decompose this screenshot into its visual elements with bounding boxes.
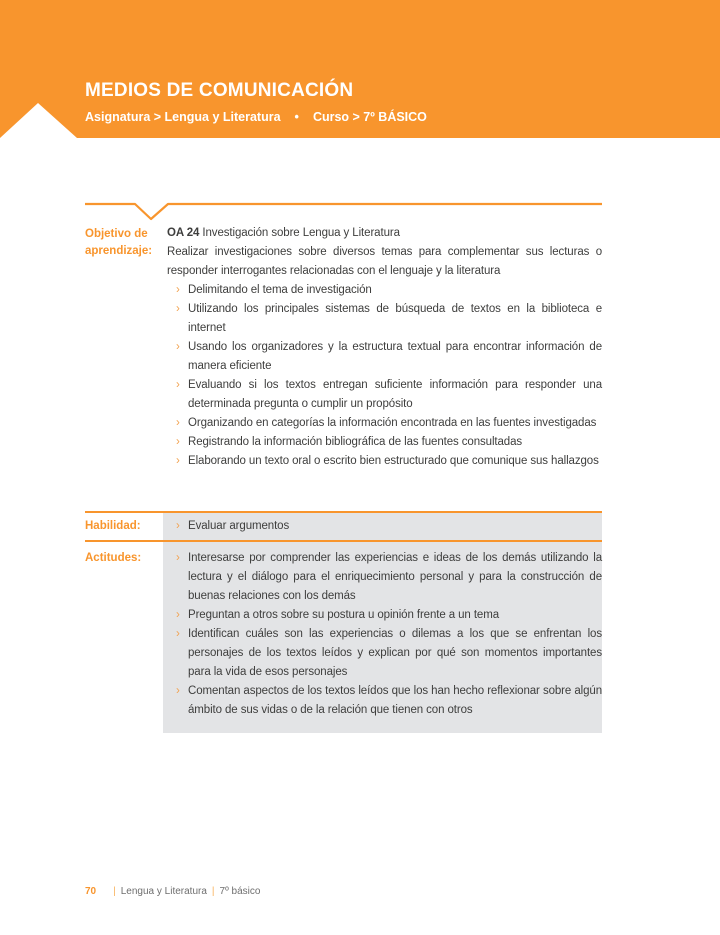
bullet-text: Elaborando un texto oral o escrito bien estructurado que comunique sus hallazgos — [188, 455, 599, 467]
bullet-text: Usando los organizadores y la estructura textual para encontrar información de manera eficiente — [188, 341, 602, 372]
bullet-item — [167, 452, 602, 471]
bullet-marker-icon: › — [176, 552, 180, 564]
bullet-marker-icon: › — [176, 685, 180, 697]
actitudes-content — [167, 549, 602, 720]
bullet-text: Interesarse por comprender las experiencias e ideas de los demás utilizando la lectura y el diálogo para el enriquecimiento personal y para la construcción de buenas relaciones con los demás — [188, 552, 602, 602]
bullet-marker-icon: › — [176, 520, 180, 532]
bullet-text: Utilizando los principales sistemas de búsqueda de textos en la biblioteca e internet — [188, 303, 602, 334]
bullet-text: Delimitando el tema de investigación — [188, 284, 372, 296]
bullet-item — [167, 606, 602, 625]
bullet-item — [167, 300, 602, 338]
bullet-text: Evaluar argumentos — [188, 520, 290, 532]
bullet-marker-icon: › — [176, 303, 180, 315]
bullet-item — [167, 625, 602, 682]
bullet-text: Identifican cuáles son las experiencias o dilemas a los que se enfrentan los personajes de los textos leídos y explican por qué son momentos importantes para la vida de esos personajes — [188, 628, 602, 678]
bullet-item — [167, 433, 602, 452]
bullet-marker-icon: › — [176, 341, 180, 353]
page-number: 70 — [85, 886, 97, 897]
actitudes-label: Actitudes: — [85, 552, 142, 564]
bullet-item — [167, 517, 602, 536]
actitudes-bullet-list — [167, 549, 602, 720]
page-footer — [85, 886, 260, 897]
habilidad-bullet-list — [167, 517, 602, 536]
oa-description: Realizar investigaciones sobre diversos temas para complementar sus lecturas o responder interrogantes relacionadas con el lenguaje y la literatura — [167, 246, 602, 277]
bullet-text: Evaluando si los textos entregan suficiente información para responder una determinada pregunta o cumplir un propósito — [188, 379, 602, 410]
bullet-item — [167, 338, 602, 376]
footer-grade: 7º básico — [219, 886, 261, 897]
footer-pipe: | — [211, 886, 215, 897]
bullet-marker-icon: › — [176, 417, 180, 429]
subtitle-dot-separator: • — [294, 110, 299, 124]
objetivo-label-line1: Objetivo de — [85, 228, 148, 240]
habilidad-label: Habilidad: — [85, 520, 141, 532]
bullet-text: Preguntan a otros sobre su postura u opinión frente a un tema — [188, 609, 499, 621]
bullet-marker-icon: › — [176, 455, 180, 467]
page-title: MEDIOS DE COMUNICACIÓN — [85, 80, 354, 101]
bullet-item — [167, 281, 602, 300]
bullet-text: Organizando en categorías la información encontrada en las fuentes investigadas — [188, 417, 597, 429]
subtitle-curso: Curso > 7º BÁSICO — [312, 110, 427, 124]
band-notch-triangle-icon — [0, 103, 77, 138]
bullet-item — [167, 549, 602, 606]
notched-divider-icon — [85, 196, 602, 222]
bullet-item — [167, 682, 602, 720]
objetivo-label — [85, 226, 165, 260]
page-subtitle — [85, 110, 427, 124]
bullet-marker-icon: › — [176, 379, 180, 391]
bullet-marker-icon: › — [176, 628, 180, 640]
subtitle-asignatura: Asignatura > Lengua y Literatura — [85, 110, 281, 124]
bullet-text: Comentan aspectos de los textos leídos que los han hecho reflexionar sobre algún ámbito de sus vidas o de la relación que tienen con otros — [188, 685, 602, 716]
header-band — [0, 0, 720, 138]
oa-title: Investigación sobre Lengua y Literatura — [199, 227, 400, 239]
footer-book-title: Lengua y Literatura — [120, 886, 207, 897]
objetivo-bullet-list — [167, 281, 602, 471]
objetivo-content — [167, 224, 602, 471]
oa-heading — [167, 224, 602, 243]
bullet-item — [167, 414, 602, 433]
bullet-marker-icon: › — [176, 436, 180, 448]
bullet-text: Registrando la información bibliográfica de las fuentes consultadas — [188, 436, 523, 448]
footer-pipe: | — [113, 886, 116, 897]
habilidad-content — [167, 517, 602, 536]
oa-code: OA 24 — [167, 227, 200, 239]
bullet-marker-icon: › — [176, 609, 180, 621]
bullet-item — [167, 376, 602, 414]
bullet-marker-icon: › — [176, 284, 180, 296]
objetivo-label-line2: aprendizaje: — [85, 245, 153, 257]
